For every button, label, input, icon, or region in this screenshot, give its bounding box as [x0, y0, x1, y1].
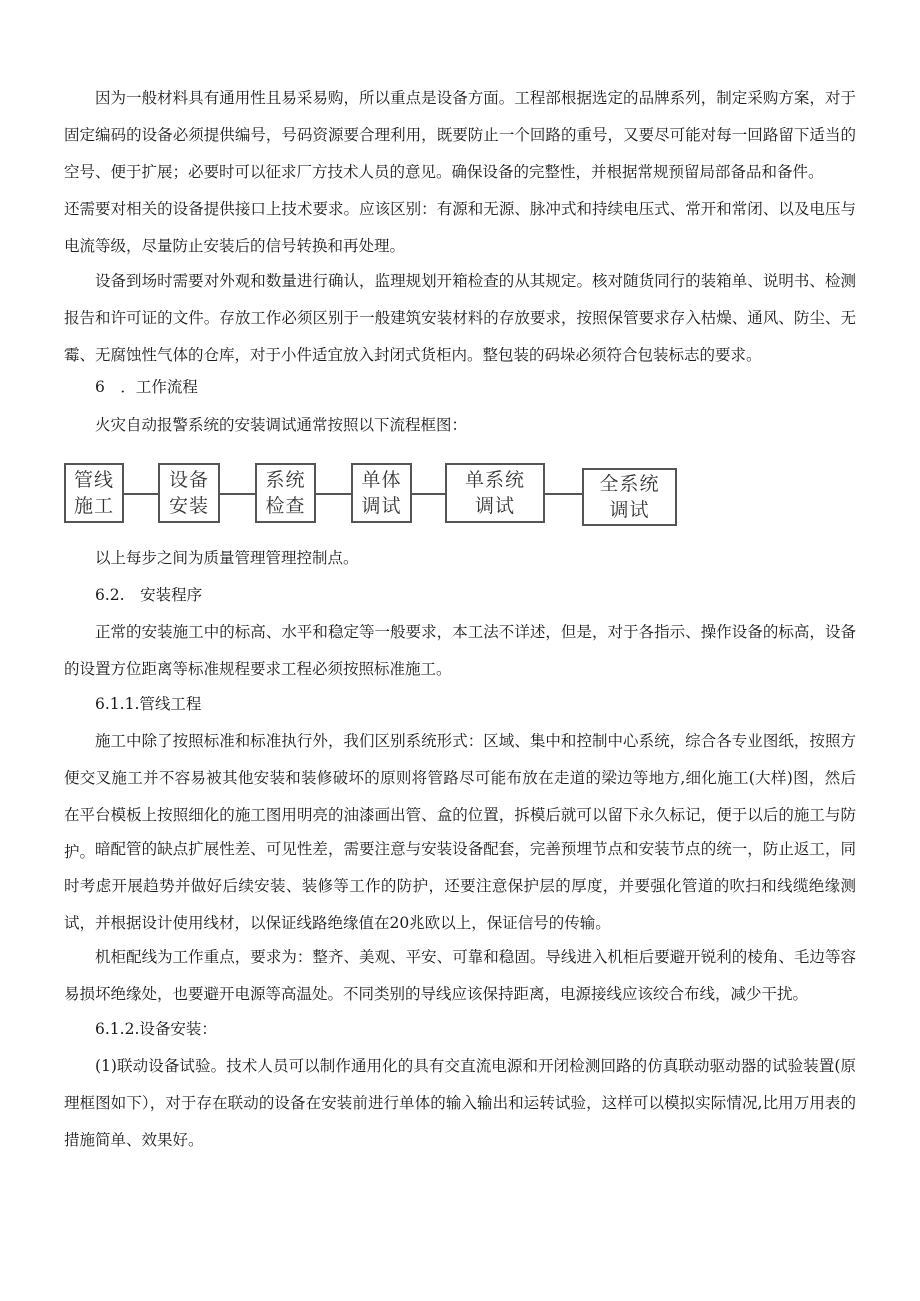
paragraph-concealed-conduit: 暗配管的缺点扩展性差、可见性差，需要注意与安装设备配套，完善预埋节点和安装节点的统一，防止返工，同时考虑开展趋势并做好后续安装、装修等工作的防护，还要注意保护层的厚度，并要强化管道的吹扫和线缆绝缘测试，并根据设计使用线材，以保证线路绝缘值在20兆欧以上，保证信号的传输。: [64, 840, 856, 932]
flow-step-pipeline-construction: 管线 施工: [64, 463, 124, 523]
flow-step-system-inspection: 系统 检查: [255, 463, 316, 523]
flow-step-unit-debugging: 单体 调试: [351, 463, 412, 523]
heading-equipment-installation: 6.1.2.设备安装：: [95, 1020, 217, 1038]
paragraph-pipeline-construction: 施工中除了按照标准和标准执行外，我们区别系统形式：区域、集中和控制中心系统，综合各专业图纸，按照方便交叉施工并不容易被其他安装和装修破坏的原则将管路尽可能布放在走道的梁边等地方,细化施工(大样)图，然后在平台模板上按照细化的施工图用明亮的油漆画出管、盒的位置，拆模后就可以留下永久标记，便于以后的施工与防护。: [64, 732, 856, 861]
heading-installation-procedure: 6.2. 安装程序: [95, 586, 203, 604]
heading-work-flow: 6 ．工作流程: [95, 378, 198, 396]
flow-connector: [545, 493, 582, 495]
heading-pipeline-engineering: 6.1.1.管线工程: [95, 695, 202, 713]
flow-step-full-system-debugging: 全系统 调试: [582, 468, 677, 526]
flow-connector: [412, 493, 445, 495]
paragraph-interface-requirements: 还需要对相关的设备提供接口上技术要求。应该区别：有源和无源、脉冲式和持续电压式、常开和常闭、以及电压与电流等级，尽量防止安装后的信号转换和再处理。: [64, 200, 856, 255]
flow-connector: [123, 493, 158, 495]
flow-connector: [316, 493, 351, 495]
flow-step-equipment-installation: 设备 安装: [158, 463, 220, 523]
paragraph-installation-standards: 正常的安装施工中的标高、水平和稳定等一般要求，本工法不详述，但是，对于各指示、操作设备的标高，设备的设置方位距离等标准规程要求工程必须按照标准施工。: [64, 623, 856, 678]
paragraph-cabinet-wiring: 机柜配线为工作重点，要求为：整齐、美观、平安、可靠和稳固。导线进入机柜后要避开锐利的棱角、毛边等容易损坏绝缘处，也要避开电源等高温处。不同类别的导线应该保持距离，电源接线应该绞合布线，减少干扰。: [64, 948, 856, 1003]
paragraph-control-points: 以上每步之间为质量管理管理控制点。: [95, 549, 359, 567]
paragraph-linkage-test: (1)联动设备试验。技术人员可以制作通用化的具有交直流电源和开闭检测回路的仿真联动驱动器的试验装置(原理框图如下），对于存在联动的设备在安装前进行单体的输入输出和运转试验，这样可以模拟实际情况,比用万用表的措施简单、效果好。: [64, 1057, 856, 1149]
paragraph-flow-intro: 火灾自动报警系统的安装调试通常按照以下流程框图：: [95, 416, 468, 434]
paragraph-procurement: 因为一般材料具有通用性且易采易购，所以重点是设备方面。工程部根据选定的品牌系列，制定采购方案，对于固定编码的设备必须提供编号，号码资源要合理利用，既要防止一个回路的重号，又要尽可能对每一回路留下适当的空号、便于扩展；必要时可以征求厂方技术人员的意见。确保设备的完整性，并根据常规预留局部备品和备件。: [64, 89, 856, 181]
paragraph-arrival-inspection: 设备到场时需要对外观和数量进行确认，监理规划开箱检查的从其规定。核对随货同行的装箱单、说明书、检测报告和许可证的文件。存放工作必须区别于一般建筑安装材料的存放要求，按照保管要求存入枯燥、通风、防尘、无霉、无腐蚀性气体的仓库，对于小件适宜放入封闭式货柜内。整包装的码垛必须符合包装标志的要求。: [64, 272, 856, 364]
flow-step-single-system-debugging: 单系统 调试: [445, 463, 545, 523]
flow-connector: [220, 493, 255, 495]
